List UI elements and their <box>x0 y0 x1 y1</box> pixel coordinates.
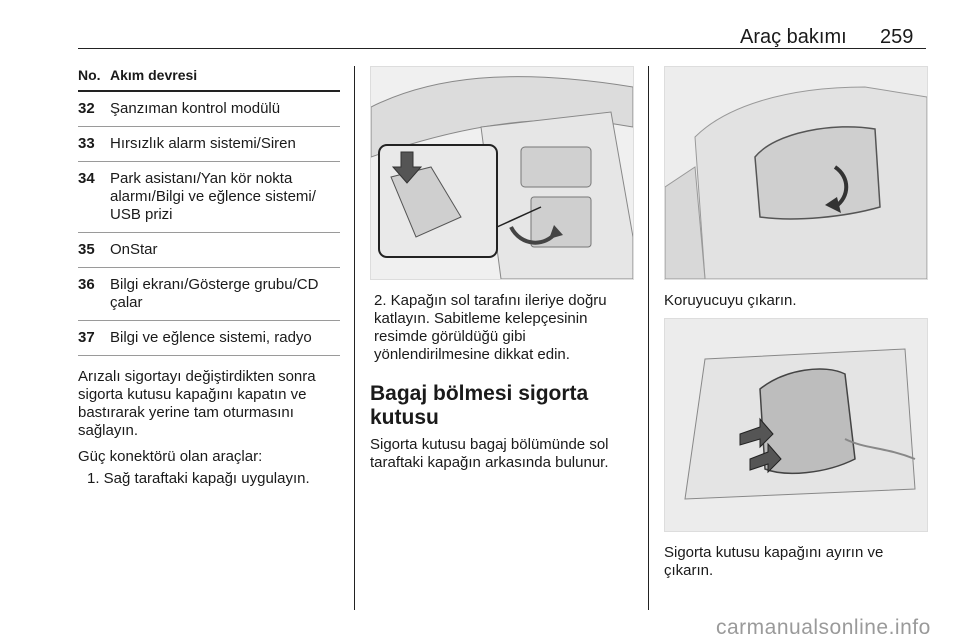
watermark: carmanualsonline.info <box>716 616 931 639</box>
section-title: Araç bakımı <box>740 26 847 48</box>
fuse-table-header <box>78 66 340 92</box>
fuse-number: 33 <box>78 135 95 152</box>
table-row <box>78 233 340 268</box>
header-divider <box>78 48 926 49</box>
table-row <box>78 162 340 233</box>
section-heading: Bagaj bölmesi sigorta kutusu <box>370 382 589 429</box>
header-no: No. <box>78 67 101 83</box>
fuse-number: 36 <box>78 276 95 293</box>
table-row <box>78 321 340 356</box>
fuse-circuit: OnStar <box>110 241 158 258</box>
fuse-circuit: Şanzıman kontrol modülü <box>110 100 281 117</box>
column-2 <box>370 292 632 472</box>
step-1: 1. Sağ taraftaki kapağı uygulayın. <box>87 470 310 487</box>
trunk-cover-drawing <box>665 67 927 279</box>
column-1 <box>78 66 340 488</box>
fuse-circuit: Bilgi ve eğlence sistemi, radyo <box>110 329 312 346</box>
console-fuse-illustration <box>370 66 634 280</box>
table-row <box>78 92 340 127</box>
fuse-box-cover-drawing <box>665 319 927 531</box>
caption-remove-cover: Koruyucuyu çıkarın. <box>664 292 797 309</box>
trunk-cover-illustration <box>664 66 928 280</box>
page-number: 259 <box>880 26 914 48</box>
paragraph-trunk-fuse-box: Sigorta kutusu bagaj bölümünde sol taraftaki kapağın arkasında bulunur. <box>370 436 609 471</box>
table-row <box>78 127 340 162</box>
fuse-box-cover-illustration <box>664 318 928 532</box>
caption-detach-fuse-cover: Sigorta kutusu kapağını ayırın ve çıkarın. <box>664 544 884 579</box>
fuse-circuit: Hırsızlık alarm sistemi/Siren <box>110 135 296 152</box>
fuse-number: 32 <box>78 100 95 117</box>
fuse-number: 35 <box>78 241 95 258</box>
fuse-circuit: Bilgi ekranı/Gösterge grubu/CD çalar <box>110 276 319 311</box>
fuse-number: 34 <box>78 170 95 187</box>
step-2: 2. Kapağın sol tarafını ileriye doğru katlayın. Sabitleme kelepçesinin resimde görüldüğü gibi yönlendirilmesine dikkat edin. <box>374 292 607 363</box>
fuse-number: 37 <box>78 329 95 346</box>
column-divider-2 <box>648 66 649 610</box>
table-row <box>78 268 340 321</box>
paragraph-replace-fuse: Arızalı sigortayı değiştirdikten sonra sigorta kutusu kapağını kapatın ve bastırarak yerine tam oturmasını sağlayın. <box>78 368 316 439</box>
console-fuse-drawing <box>371 67 633 279</box>
column-divider-1 <box>354 66 355 610</box>
header-circuit: Akım devresi <box>110 67 198 83</box>
fuse-circuit: Park asistanı/Yan kör nokta alarmı/Bilgi ve eğlence sistemi/ USB prizi <box>110 170 316 223</box>
paragraph-power-connector: Güç konektörü olan araçlar: <box>78 448 263 465</box>
